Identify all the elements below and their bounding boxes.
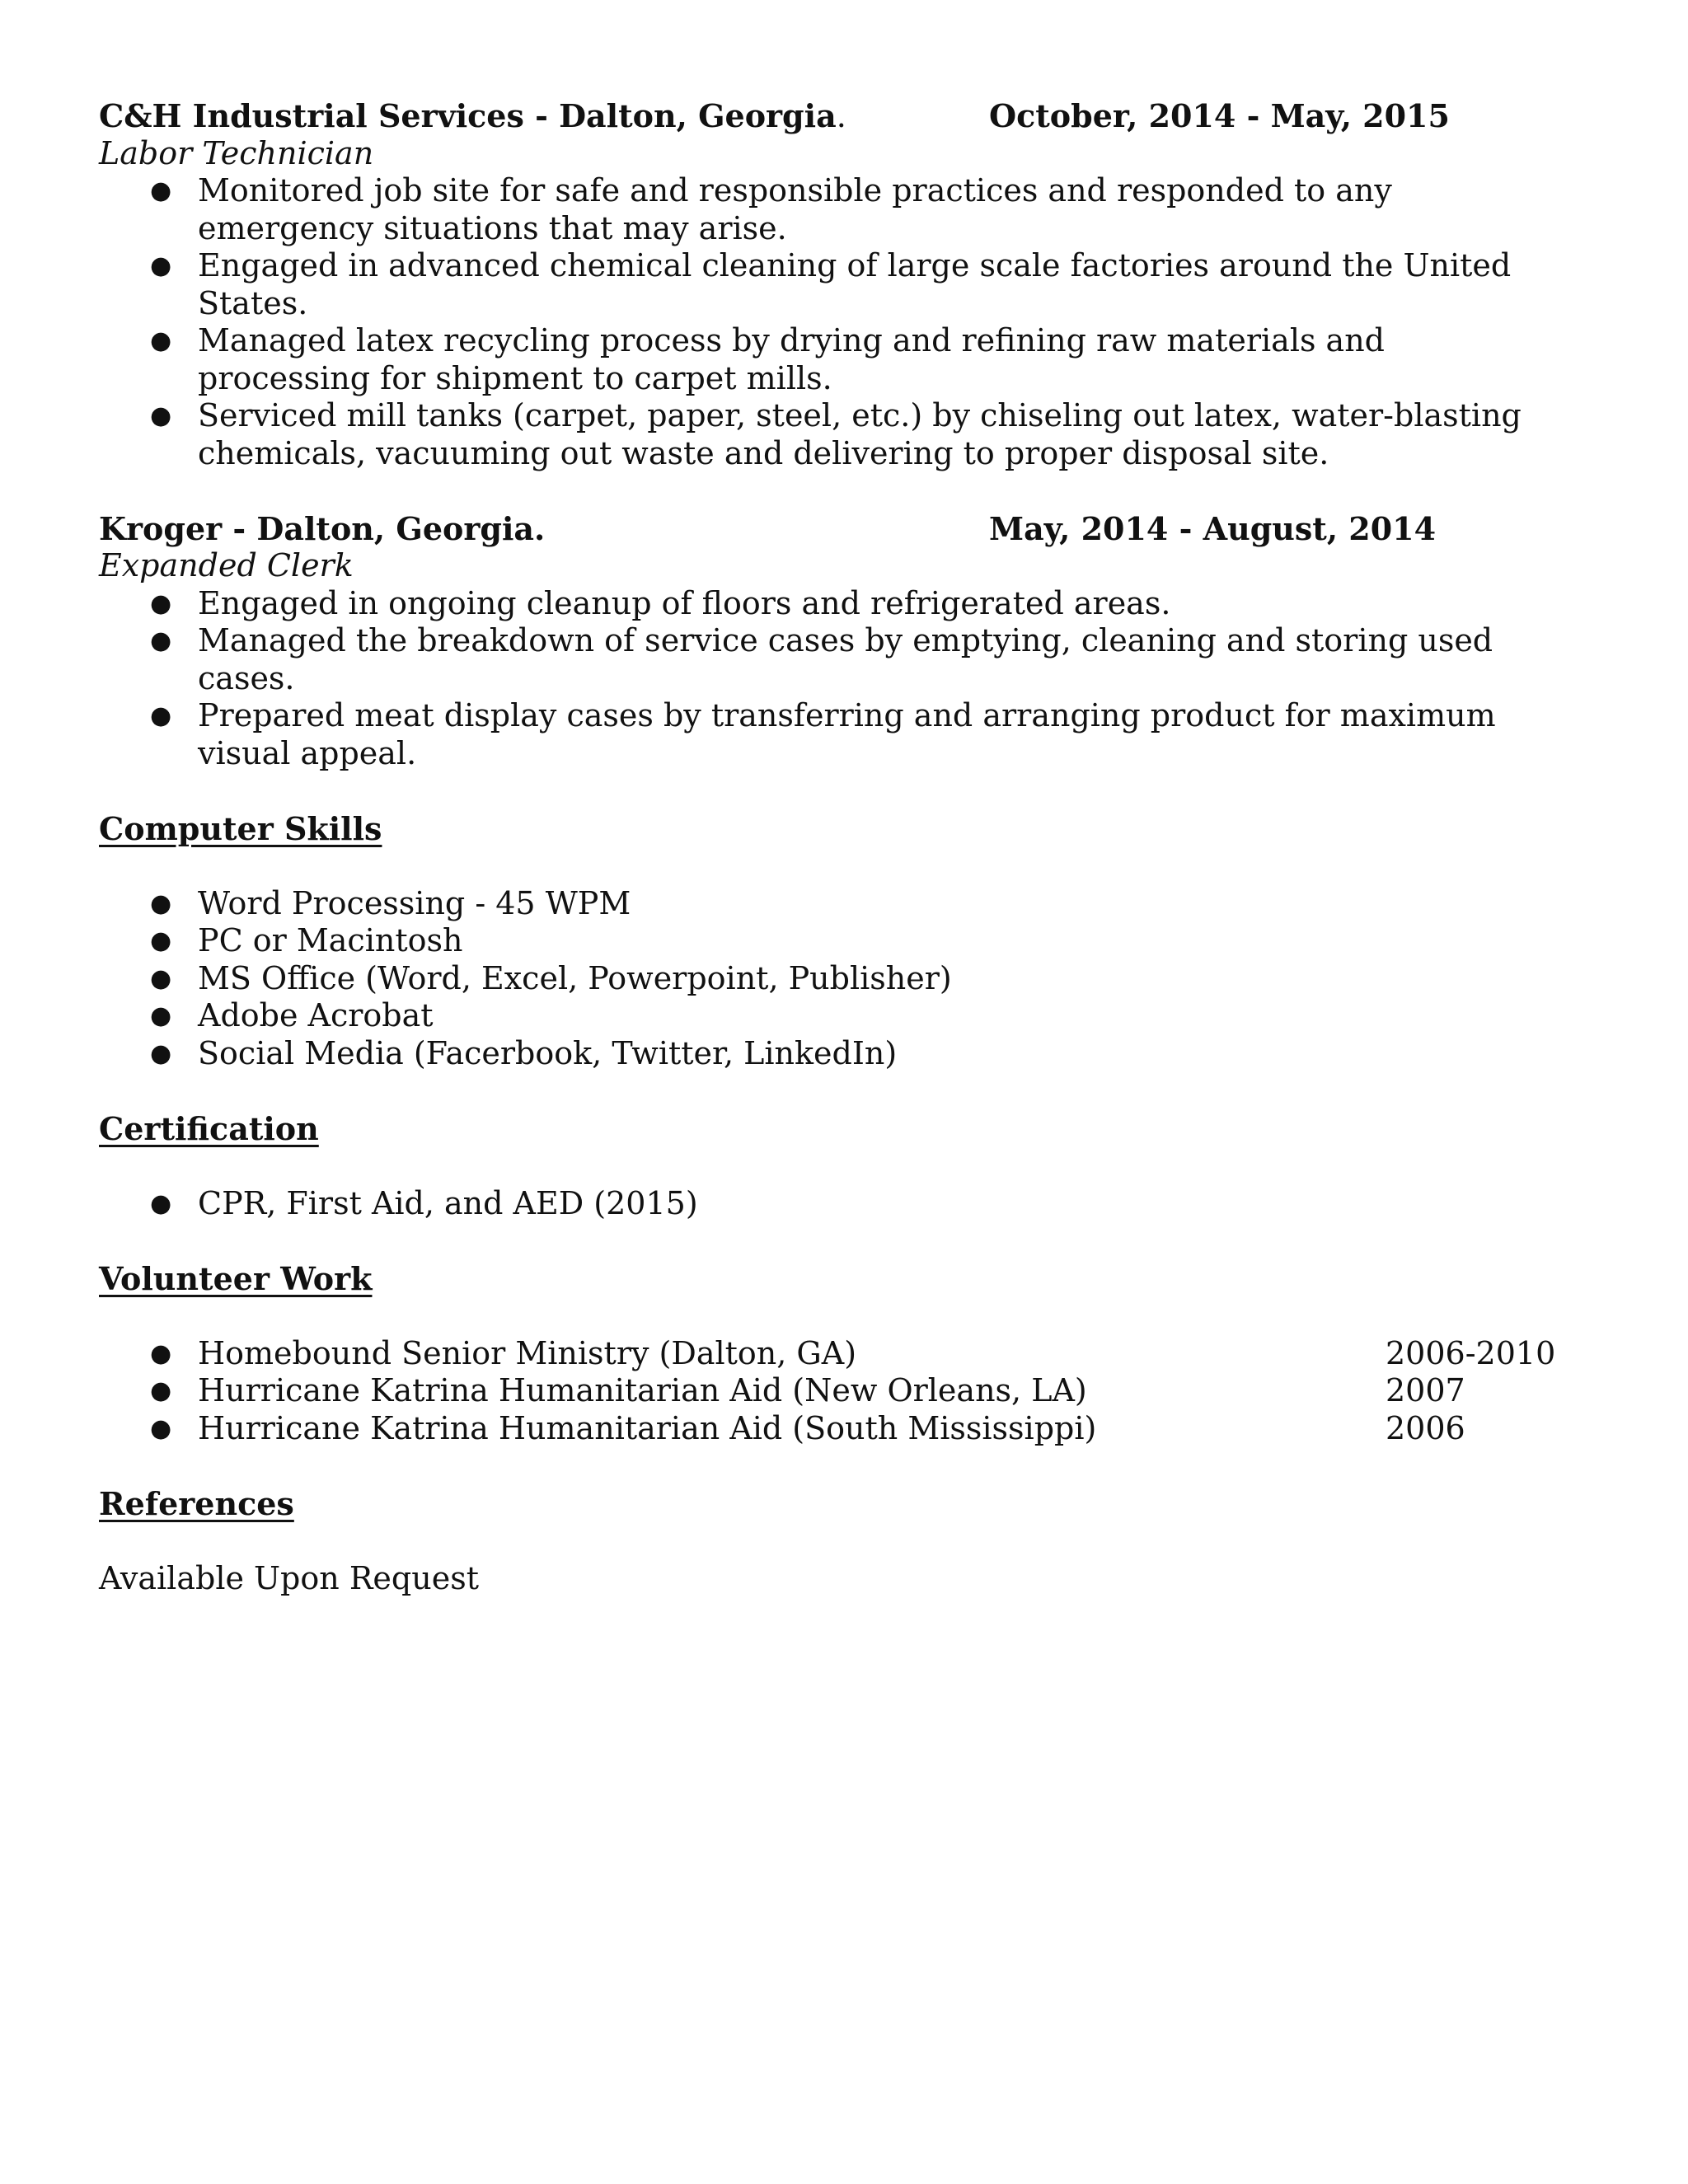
list-item-text: Word Processing - 45 WPM [198, 884, 631, 921]
list-item-text: CPR, First Aid, and AED (2015) [198, 1184, 698, 1221]
bullet-icon: ● [150, 1413, 172, 1443]
list-item [99, 622, 1566, 697]
company-name: C&H Industrial Services - Dalton, Georgia [99, 97, 837, 134]
list-item [99, 1372, 1566, 1410]
job-dates: October, 2014 - May, 2015 [989, 97, 1450, 134]
list-item-text: Monitored job site for safe and responsible practices and responded to any emergency situations that may arise. [198, 172, 1392, 246]
job-header [99, 97, 1566, 135]
bullet-icon: ● [150, 1338, 172, 1368]
volunteer-year: 2006-2010 [1386, 1334, 1556, 1371]
bullet-icon: ● [150, 1038, 172, 1068]
list-item-text: Engaged in ongoing cleanup of floors and refrigerated areas. [198, 584, 1171, 621]
bullet-icon: ● [150, 963, 172, 993]
section-title: Certification [99, 1109, 319, 1147]
list-item [99, 697, 1566, 772]
spacer [99, 1522, 1566, 1560]
job-entry [99, 510, 1566, 773]
spacer [99, 1447, 1566, 1485]
list-item [99, 885, 1566, 923]
list-item-text: Hurricane Katrina Humanitarian Aid (South Mississippi) [198, 1409, 1097, 1446]
list-item [99, 1185, 1566, 1223]
company-suffix: . [836, 98, 846, 134]
job-dates: May, 2014 - August, 2014 [989, 509, 1437, 547]
list-item [99, 960, 1566, 998]
list-item [99, 1335, 1566, 1373]
job-role: Expanded Clerk [99, 547, 354, 583]
spacer [99, 472, 1566, 510]
list-item-text: Adobe Acrobat [198, 997, 434, 1033]
bullet-icon: ● [150, 888, 172, 918]
volunteer-list [99, 1335, 1566, 1448]
list-item-text: Managed latex recycling process by drying and refining raw materials and processing for shipment to carpet mills. [198, 322, 1386, 396]
list-item-text: Hurricane Katrina Humanitarian Aid (New Orleans, LA) [198, 1372, 1087, 1408]
resume-page [99, 97, 1566, 1597]
company-name: Kroger - Dalton, Georgia. [99, 509, 546, 547]
spacer [99, 1222, 1566, 1260]
bullet-icon: ● [150, 251, 172, 280]
list-item-text: Managed the breakdown of service cases by emptying, cleaning and storing used cases. [198, 622, 1493, 696]
volunteer-year: 2007 [1386, 1372, 1465, 1408]
spacer [99, 1072, 1566, 1110]
list-item-text: Serviced mill tanks (carpet, paper, steel, etc.) by chiseling out latex, water-blasting chemicals, vacuuming out waste and delivering to proper disposal site. [198, 397, 1522, 471]
skills-list [99, 885, 1566, 1073]
list-item-text: Engaged in advanced chemical cleaning of large scale factories around the United States. [198, 247, 1512, 321]
job-entry [99, 97, 1566, 472]
job-company [99, 97, 846, 136]
list-item [99, 322, 1566, 397]
references-text: Available Upon Request [99, 1559, 479, 1596]
bullet-icon: ● [150, 326, 172, 355]
spacer [99, 1147, 1566, 1185]
volunteer-section [99, 1260, 1566, 1448]
bullet-icon: ● [150, 1376, 172, 1405]
list-item [99, 1410, 1566, 1448]
bullet-icon: ● [150, 401, 172, 430]
list-item-text: Homebound Senior Ministry (Dalton, GA) [198, 1334, 857, 1371]
list-item [99, 997, 1566, 1035]
certification-section [99, 1110, 1566, 1223]
spacer [99, 1297, 1566, 1335]
job-header [99, 510, 1566, 548]
list-item-text: MS Office (Word, Excel, Powerpoint, Publisher) [198, 959, 952, 996]
spacer [99, 772, 1566, 810]
certification-list [99, 1185, 1566, 1223]
section-title: References [99, 1484, 294, 1522]
volunteer-year: 2006 [1386, 1409, 1465, 1446]
section-title: Volunteer Work [99, 1259, 373, 1297]
bullet-icon: ● [150, 1188, 172, 1218]
list-item-text: PC or Macintosh [198, 922, 463, 958]
bullet-icon: ● [150, 701, 172, 730]
bullet-icon: ● [150, 1001, 172, 1030]
list-item [99, 247, 1566, 322]
list-item [99, 1035, 1566, 1073]
bullet-icon: ● [150, 626, 172, 655]
job-bullets [99, 585, 1566, 773]
list-item-text: Prepared meat display cases by transferring and arranging product for maximum visual appeal. [198, 697, 1496, 771]
bullet-icon: ● [150, 176, 172, 205]
job-role: Labor Technician [99, 134, 374, 171]
list-item [99, 172, 1566, 247]
section-title: Computer Skills [99, 809, 382, 847]
spacer [99, 847, 1566, 885]
job-company [99, 510, 545, 549]
list-item [99, 922, 1566, 960]
list-item [99, 397, 1566, 472]
references-section [99, 1485, 1566, 1598]
job-bullets [99, 172, 1566, 472]
bullet-icon: ● [150, 926, 172, 955]
list-item-text: Social Media (Facerbook, Twitter, LinkedIn) [198, 1034, 898, 1071]
computer-skills-section [99, 810, 1566, 1073]
list-item [99, 585, 1566, 623]
bullet-icon: ● [150, 588, 172, 618]
